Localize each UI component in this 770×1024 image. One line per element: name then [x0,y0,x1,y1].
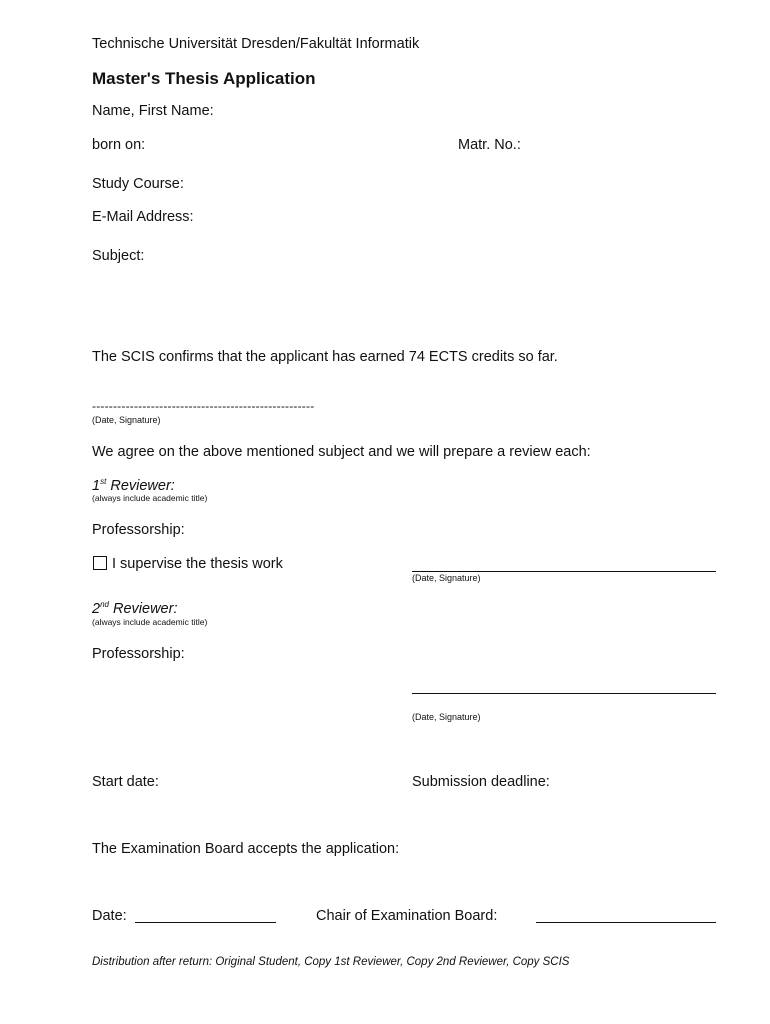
first-reviewer-signature-line[interactable] [412,571,716,572]
first-reviewer-ordinal: 1 [92,478,101,494]
first-reviewer-ordinal-suffix: st [100,477,107,487]
scis-signature-caption: (Date, Signature) [92,415,161,425]
second-reviewer-heading [92,602,177,617]
submission-deadline-label: Submission deadline: [412,774,550,790]
second-reviewer-ordinal: 2 [92,601,101,617]
chair-label: Chair of Examination Board: [316,908,498,924]
board-acceptance-text: The Examination Board accepts the application: [92,841,400,857]
born-on-label: born on: [92,137,146,153]
email-label: E-Mail Address: [92,209,194,225]
board-date-label: Date: [92,908,127,924]
chair-signature-line[interactable] [536,922,716,923]
first-reviewer-title-note: (always include academic title) [92,493,208,503]
start-date-label: Start date: [92,774,159,790]
second-reviewer-professorship-label: Professorship: [92,646,185,662]
subject-label: Subject: [92,248,145,264]
matriculation-number-label: Matr. No.: [458,137,521,153]
scis-confirmation-text: The SCIS confirms that the applicant has earned 74 ECTS credits so far. [92,349,558,365]
first-reviewer-label: Reviewer: [106,478,175,494]
institution-header: Technische Universität Dresden/Fakultät Informatik [92,36,420,52]
name-label: Name, First Name: [92,103,214,119]
scis-signature-dash-line: ----------------------------------------------------- [92,399,315,413]
second-reviewer-signature-line[interactable] [412,693,716,694]
second-reviewer-label: Reviewer: [108,601,178,617]
study-course-label: Study Course: [92,176,184,192]
supervise-checkbox-label: I supervise the thesis work [112,556,283,572]
second-reviewer-ordinal-suffix: nd [100,600,109,610]
agreement-text: We agree on the above mentioned subject and we will prepare a review each: [92,444,591,460]
first-reviewer-heading [92,479,175,494]
board-date-line[interactable] [135,922,276,923]
first-reviewer-signature-caption: (Date, Signature) [412,573,481,583]
second-reviewer-signature-caption: (Date, Signature) [412,712,481,722]
form-title: Master's Thesis Application [92,69,316,88]
first-reviewer-professorship-label: Professorship: [92,522,185,538]
distribution-note: Distribution after return: Original Student, Copy 1st Reviewer, Copy 2nd Reviewer, Copy SCIS [92,956,570,968]
second-reviewer-title-note: (always include academic title) [92,617,208,627]
supervise-checkbox[interactable] [93,556,107,570]
